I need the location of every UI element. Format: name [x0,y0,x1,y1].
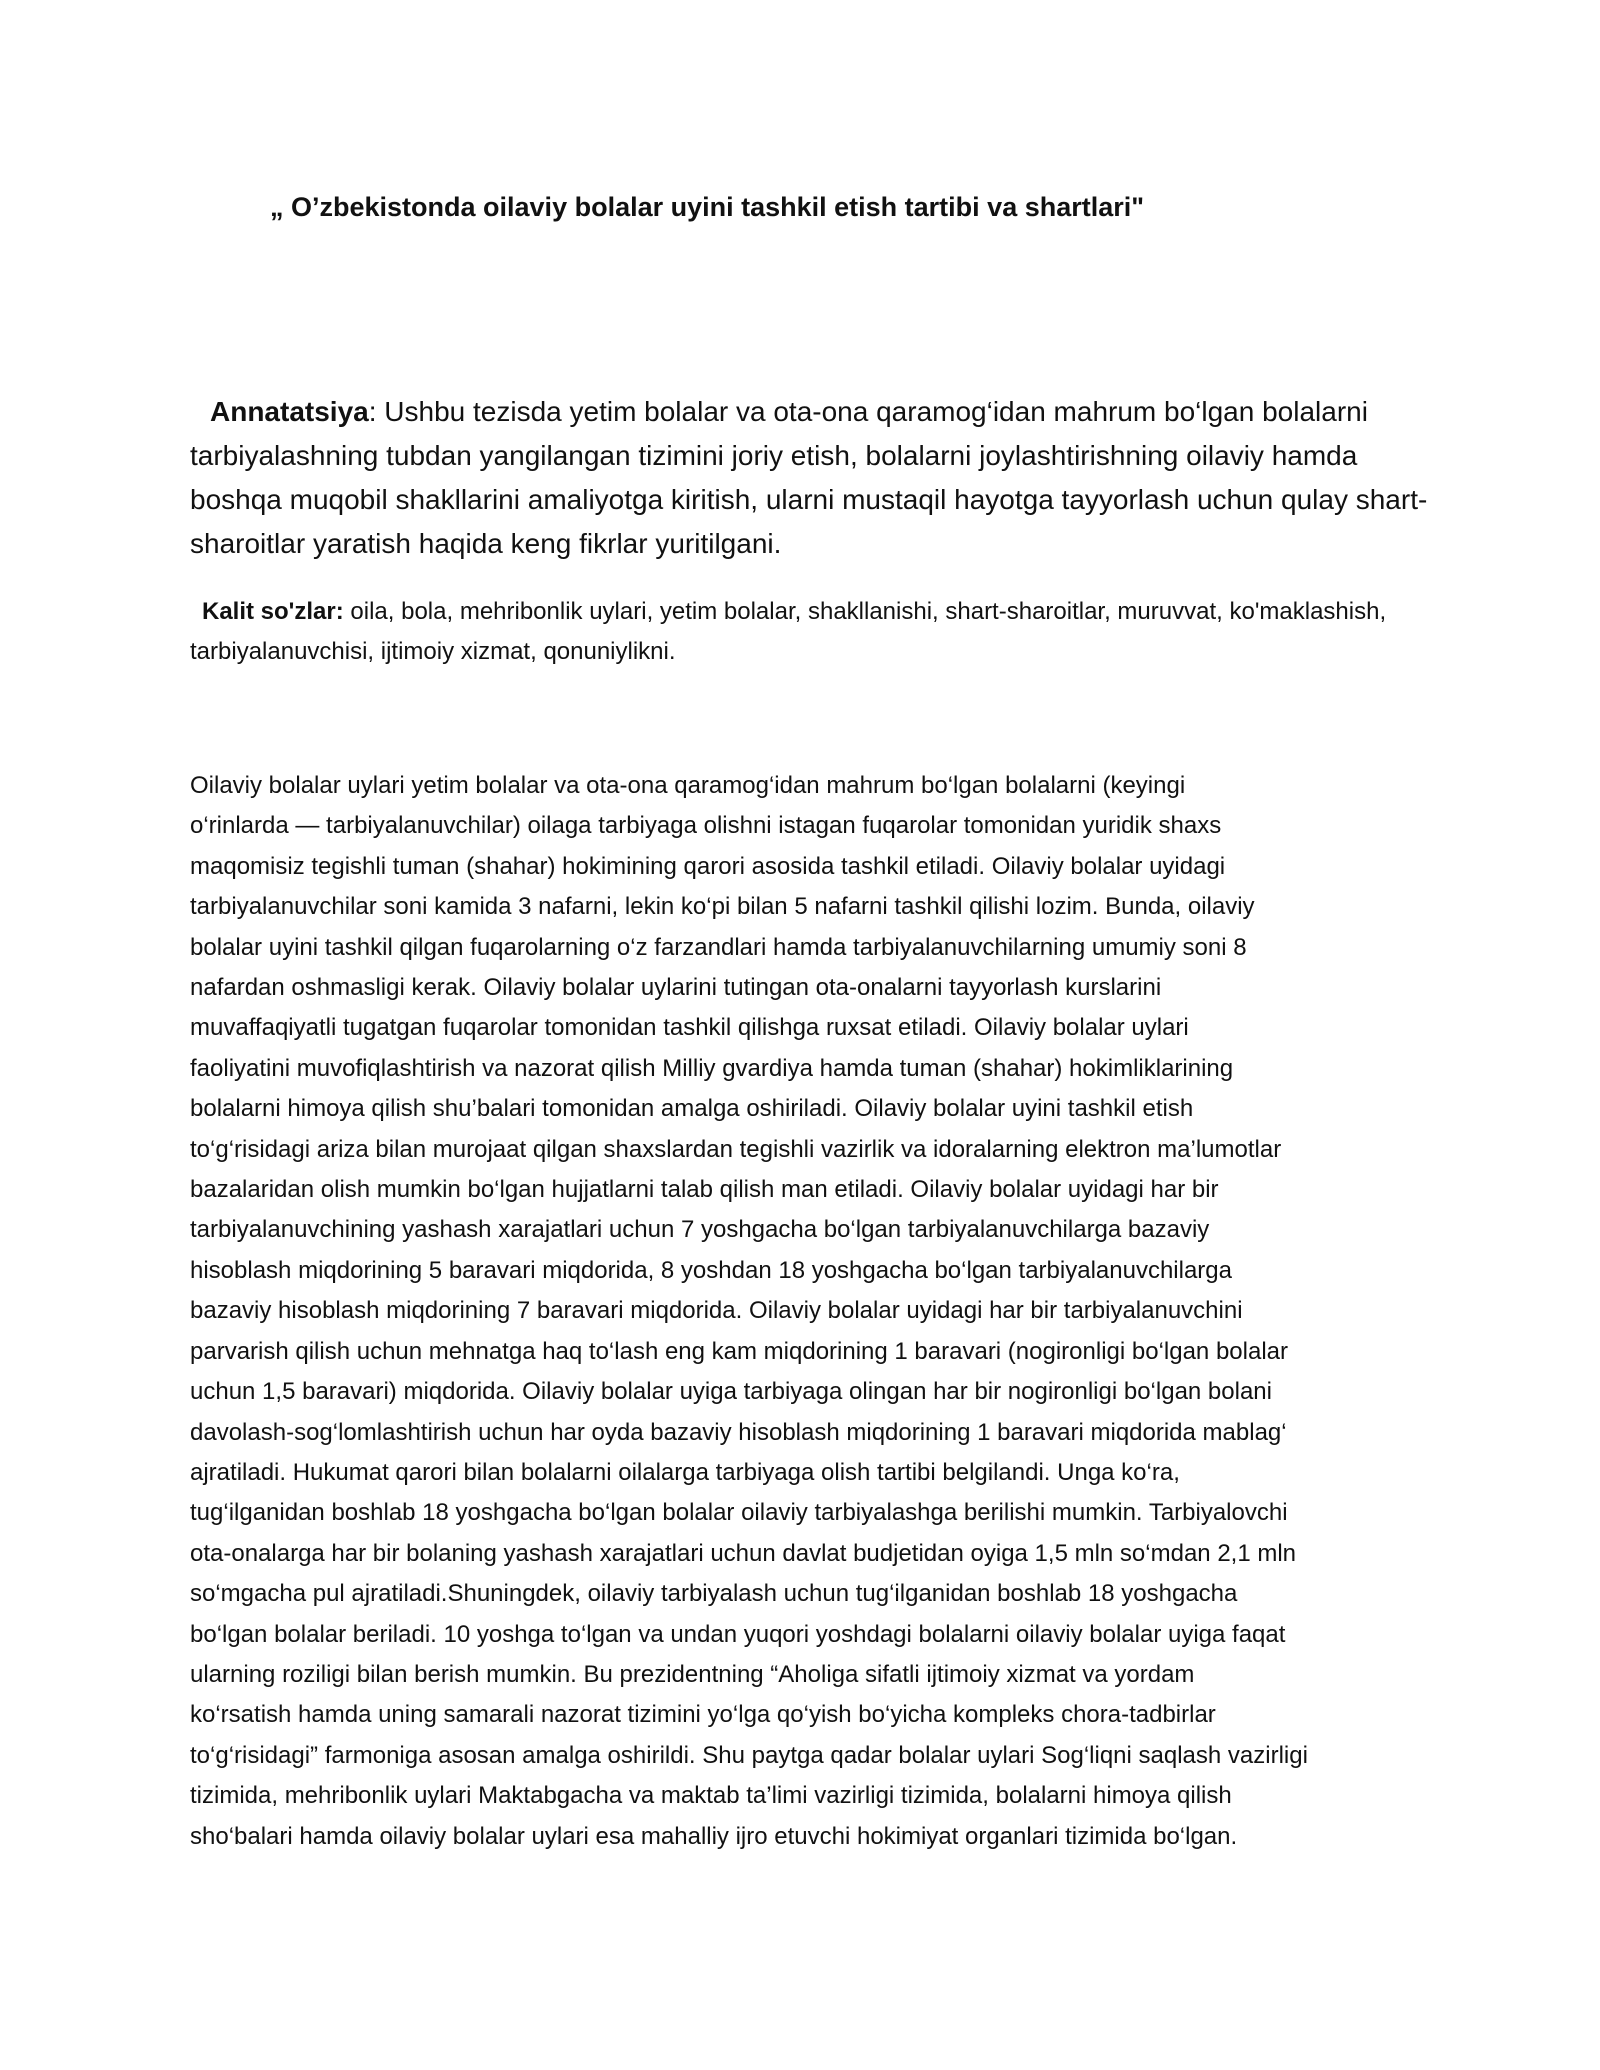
body-line: bazaviy hisoblash miqdorining 7 baravari miqdorida. Oilaviy bolalar uyidagi har bir tarbiyalanuvchini [190,1297,1243,1325]
keywords-text: oila, bola, mehribonlik uylari, yetim bolalar, shakllanishi, shart-sharoitlar, muruvvat, ko'maklashish, tarbiyalanuvchisi, ijtimoiy xizmat, qonuniylikni. [190,598,1387,665]
body-line: o‘rinlarda — tarbiyalanuvchilar) oilaga tarbiyaga olishni istagan fuqarolar tomonidan yuridik shaxs [190,812,1222,840]
document-title: „ O’zbekistonda oilaviy bolalar uyini tashkil etish tartibi va shartlari" [270,192,1145,222]
body-line: ajratiladi. Hukumat qarori bilan bolalarni oilalarga tarbiyaga olish tartibi belgilandi. Unga ko‘ra, [190,1458,1180,1486]
abstract-paragraph [190,390,1430,566]
keywords-paragraph [190,592,1430,672]
body-line: ko‘rsatish hamda uning samarali nazorat tizimini yo‘lga qo‘yish bo‘yicha kompleks chora-tadbirlar [190,1701,1216,1729]
body-line: bo‘lgan bolalar beriladi. 10 yoshga to‘lgan va undan yuqori yoshdagi bolalarni oilaviy bolalar uyiga faqat [190,1620,1286,1648]
body-line: davolash-sog‘lomlashtirish uchun har oyda bazaviy hisoblash miqdorining 1 baravari miqdorida mablag‘ [190,1418,1287,1446]
keywords-label: Kalit so'zlar: [202,598,344,625]
body-line: ularning roziligi bilan berish mumkin. Bu prezidentning “Aholiga sifatli ijtimoiy xizmat va yordam [190,1660,1195,1688]
body-line: bolalarni himoya qilish shu’balari tomonidan amalga oshiriladi. Oilaviy bolalar uyini tashkil etish [190,1095,1194,1123]
body-line: to‘g‘risidagi” farmoniga asosan amalga oshirildi. Shu paytga qadar bolalar uylari Sog‘liqni saqlash vazirligi [190,1741,1308,1769]
body-line: faoliyatini muvofiqlashtirish va nazorat qilish Milliy gvardiya hamda tuman (shahar) hokimliklarining [190,1054,1234,1082]
body-paragraph [190,766,1430,1857]
body-line: so‘mgacha pul ajratiladi.Shuningdek, oilaviy tarbiyalash uchun tug‘ilganidan boshlab 18 yoshgacha [190,1580,1238,1608]
body-line: bazalaridan olish mumkin bo‘lgan hujjatlarni talab qilish man etiladi. Oilaviy bolalar uyidagi har bir [190,1176,1219,1204]
body-line: muvaffaqiyatli tugatgan fuqarolar tomonidan tashkil qilishga ruxsat etiladi. Oilaviy bolalar uylari [190,1014,1189,1042]
body-line: hisoblash miqdorining 5 baravari miqdorida, 8 yoshdan 18 yoshgacha bo‘lgan tarbiyalanuvchilarga [190,1256,1232,1284]
body-line: to‘g‘risidagi ariza bilan murojaat qilgan shaxslardan tegishli vazirlik va idoralarning elektron ma’lumotlar [190,1135,1282,1163]
body-line: maqomisiz tegishli tuman (shahar) hokimining qarori asosida tashkil etiladi. Oilaviy bolalar uyidagi [190,852,1226,880]
body-line: tug‘ilganidan boshlab 18 yoshgacha bo‘lgan bolalar oilaviy tarbiyalashga berilishi mumkin. Tarbiyalovchi [190,1499,1288,1527]
body-line: tarbiyalanuvchilar soni kamida 3 nafarni, lekin ko‘pi bilan 5 nafarni tashkil qilishi lozim. Bunda, oilaviy [190,893,1255,921]
body-line: parvarish qilish uchun mehnatga haq to‘lash eng kam miqdorining 1 baravari (nogironligi bo‘lgan bolalar [190,1337,1288,1365]
body-line: uchun 1,5 baravari) miqdorida. Oilaviy bolalar uyiga tarbiyaga olingan har bir nogironligi bo‘lgan bolani [190,1378,1272,1406]
body-line: bolalar uyini tashkil qilgan fuqarolarning o‘z farzandlari hamda tarbiyalanuvchilarning umumiy soni 8 [190,933,1247,961]
body-line: tizimida, mehribonlik uylari Maktabgacha va maktab ta’limi vazirligi tizimida, bolalarni himoya qilish [190,1782,1232,1810]
body-line: ota-onalarga har bir bolaning yashash xarajatlari uchun davlat budjetidan oyiga 1,5 mln so‘mdan 2,1 mln [190,1539,1297,1567]
abstract-text: : Ushbu tezisda yetim bolalar va ota-ona qaramog‘idan mahrum bo‘lgan bolalarni tarbiyalashning tubdan yangilangan tizimini joriy etish, bolalarni joylashtirishning oilaviy hamda boshqa muqobil shakllarini amaliyotga kiritish, ularni mustaqil hayotga tayyorlash uchun qulay shart-sharoitlar yaratish haqida keng fikrlar yuritilgani. [190,396,1428,559]
body-line: Oilaviy bolalar uylari yetim bolalar va ota-ona qaramog‘idan mahrum bo‘lgan bolalarni (keyingi [190,772,1186,799]
abstract-label: Annatatsiya [210,396,369,427]
body-line: sho‘balari hamda oilaviy bolalar uylari esa mahalliy ijro etuvchi hokimiyat organlari tizimida bo‘lgan. [190,1822,1238,1850]
body-line: tarbiyalanuvchining yashash xarajatlari uchun 7 yoshgacha bo‘lgan tarbiyalanuvchilarga bazaviy [190,1216,1210,1244]
body-line: nafardan oshmasligi kerak. Oilaviy bolalar uylarini tutingan ota-onalarni tayyorlash kurslarini [190,974,1162,1002]
